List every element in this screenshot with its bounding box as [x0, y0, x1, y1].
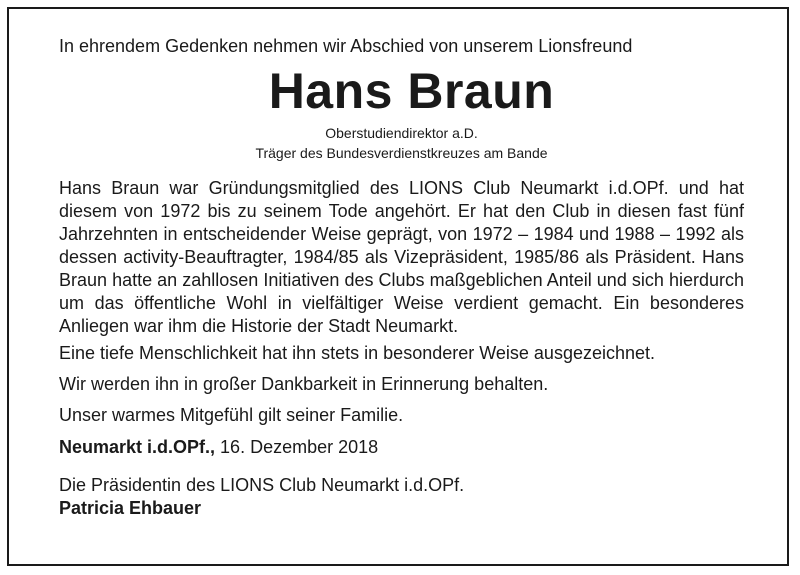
tribute-line-3: Unser warmes Mitgefühl gilt seiner Familie.	[59, 405, 404, 425]
signature-role: Die Präsidentin des LIONS Club Neumarkt i.d.OPf.	[59, 475, 465, 495]
place-date	[59, 436, 744, 459]
intro-text: In ehrendem Gedenken nehmen wir Abschied von unserem Lionsfreund	[59, 36, 633, 56]
deceased-titles	[59, 123, 744, 163]
date: 16. Dezember 2018	[215, 437, 379, 457]
tribute-line-2: Wir werden ihn in großer Dankbarkeit in Erinnerung behalten.	[59, 374, 549, 394]
title-line-2: Träger des Bundesverdienstkreuzes am Bande	[255, 145, 548, 161]
signature-name: Patricia Ehbauer	[59, 498, 202, 518]
obituary-notice	[59, 33, 744, 520]
place: Neumarkt i.d.OPf.,	[59, 437, 216, 457]
biography-paragraph: Hans Braun war Gründungsmitglied des LIONS Club Neumarkt i.d.OPf. und hat diesem von 1972 bis zu seinem Tode angehört. Er hat den Club in diesen fast fünf Jahrzehnten in entscheidender Weise geprägt, von 1972 – 1984 und 1988 – 1992 als dessen activity-Beauftragter, 1984/85 als Vizepräsident, 1985/86 als Präsident. Hans Braun hatte an zahllosen Initiativen des Clubs maßgeblichen Anteil und sich hierdurch um das öffentliche Wohl in vielfältiger Weise verdient gemacht. Ein besonderes Anliegen war ihm die Historie der Stadt Neumarkt.	[59, 178, 744, 336]
deceased-name: Hans Braun	[268, 63, 555, 119]
signature-block	[59, 474, 744, 520]
title-line-1: Oberstudiendirektor a.D.	[325, 125, 478, 141]
tribute-line-1: Eine tiefe Menschlichkeit hat ihn stets in besonderer Weise ausgezeichnet.	[59, 343, 656, 363]
